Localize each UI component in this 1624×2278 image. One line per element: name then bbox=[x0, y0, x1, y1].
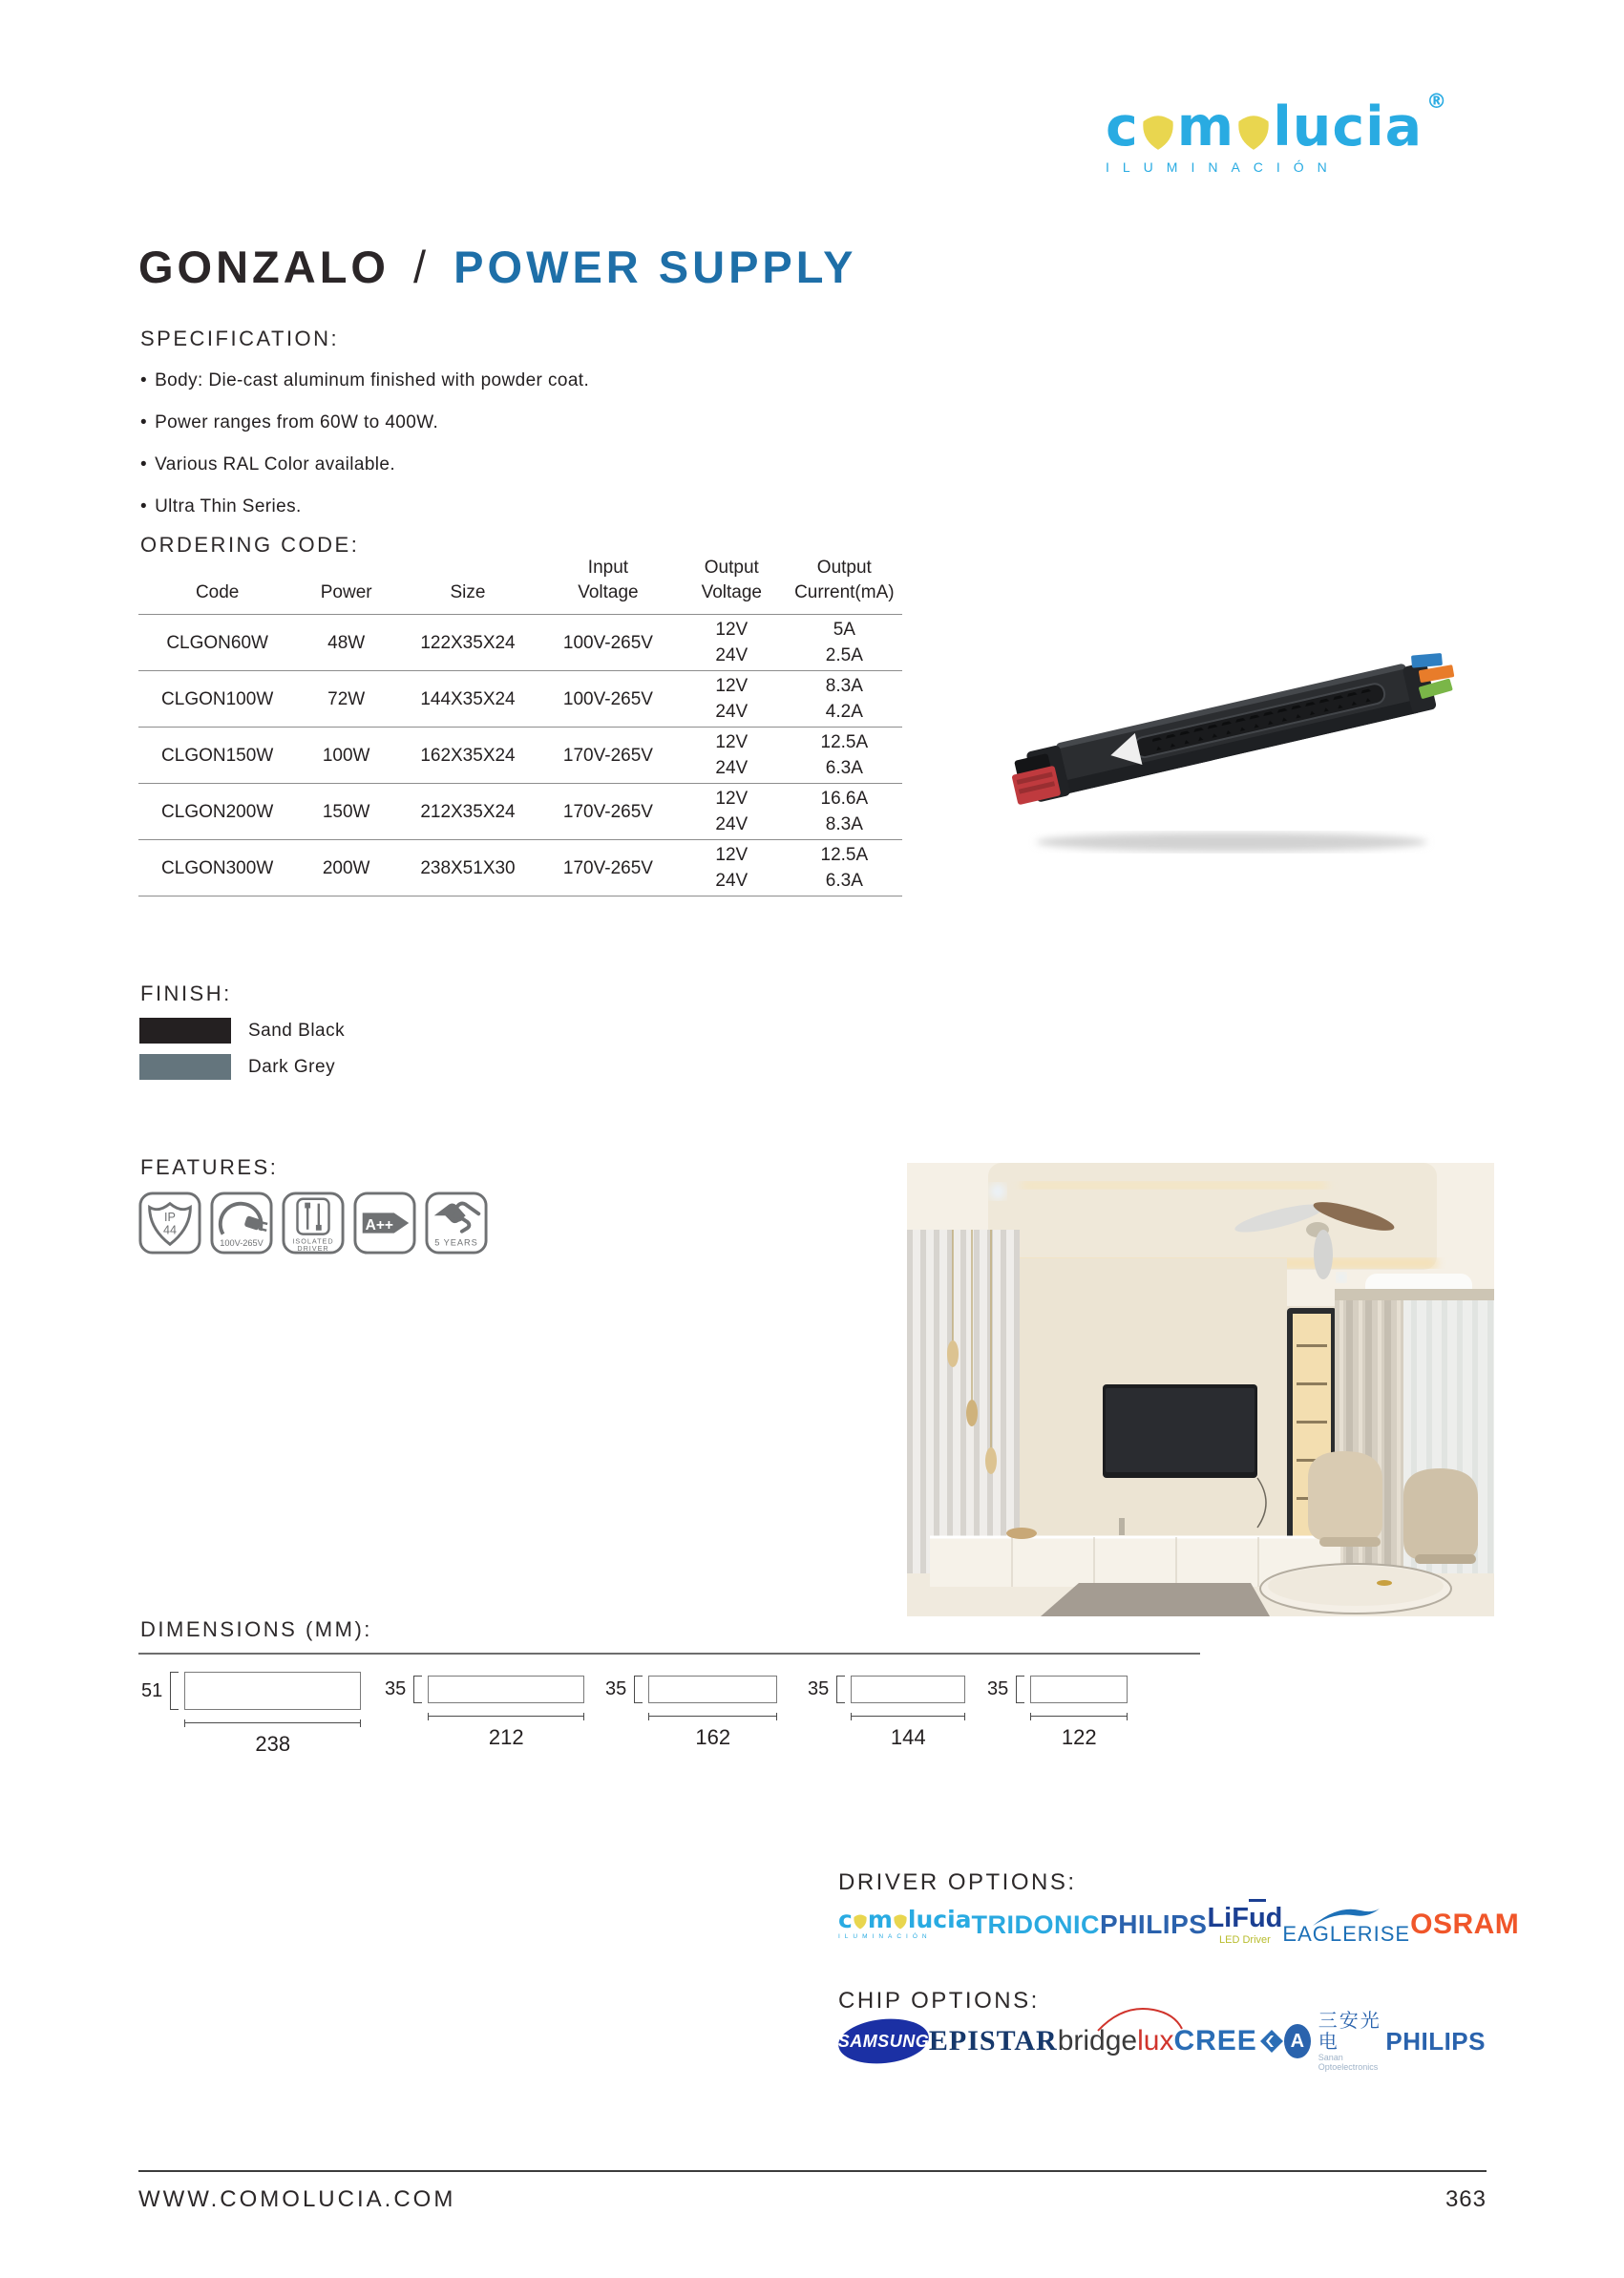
logo-o-shape-icon bbox=[893, 1913, 908, 1930]
features-heading: FEATURES: bbox=[140, 1155, 279, 1179]
epistar-logo: EPISTAR bbox=[928, 2025, 1058, 2057]
svg-text:IP: IP bbox=[164, 1211, 176, 1225]
comolucia-driver-logo: c m lucia ILUMINACIÓN bbox=[838, 1905, 972, 1941]
comolucia-logo bbox=[1106, 90, 1545, 176]
dimensions-heading: DIMENSIONS (MM): bbox=[140, 1617, 372, 1641]
driver-logos bbox=[838, 1898, 1520, 1951]
registered-mark: ® bbox=[1426, 90, 1447, 113]
table-row: CLGON60W 48W 122X35X24 100V-265V 12V 24V 5A 2.5A bbox=[138, 615, 902, 671]
features-icons bbox=[138, 1192, 488, 1255]
spec-item: • Body: Die-cast aluminum finished with powder coat. bbox=[140, 370, 590, 390]
spec-item: • Ultra Thin Series. bbox=[140, 496, 302, 517]
title-separator: / bbox=[413, 242, 431, 292]
philips-chip-logo: PHILIPS bbox=[1385, 2026, 1486, 2056]
dimension-diagram: 35 162 bbox=[605, 1676, 777, 1750]
logo-o-shape-icon bbox=[1140, 113, 1176, 153]
ordering-code-heading: ORDERING CODE: bbox=[140, 533, 360, 557]
ordering-table bbox=[138, 556, 902, 896]
osram-logo: OSRAM bbox=[1410, 1909, 1520, 1940]
finish-option: Dark Grey bbox=[139, 1054, 335, 1080]
coffee-table bbox=[1260, 1564, 1451, 1614]
svg-text:ISOLATED: ISOLATED bbox=[292, 1236, 334, 1246]
dimension-diagram: 35 122 bbox=[987, 1676, 1128, 1750]
table-row: CLGON200W 150W 212X35X24 170V-265V 12V 24V 16.6A 8.3A bbox=[138, 784, 902, 840]
logo-o-shape-icon bbox=[1235, 113, 1272, 153]
bridgelux-swoosh-icon bbox=[1094, 2004, 1186, 2033]
svg-text:44: 44 bbox=[162, 1223, 178, 1237]
cree-diamond-icon bbox=[1259, 2029, 1284, 2054]
logo-o-shape-icon bbox=[853, 1913, 868, 1930]
website-url: WWW.COMOLUCIA.COM bbox=[138, 2186, 456, 2212]
logo-letter: c bbox=[1106, 95, 1139, 158]
svg-text:100V-265V: 100V-265V bbox=[220, 1238, 264, 1249]
table-row: CLGON100W 72W 144X35X24 100V-265V 12V 24V 8.3A 4.2A bbox=[138, 671, 902, 728]
specification-heading: SPECIFICATION: bbox=[140, 327, 340, 350]
logo-letter: m bbox=[1176, 95, 1235, 158]
logo-letter: lucia bbox=[1273, 95, 1424, 158]
isolated-driver-icon bbox=[282, 1192, 345, 1255]
spec-item: • Power ranges from 60W to 400W. bbox=[140, 412, 439, 432]
cree-logo: CREE bbox=[1173, 2025, 1283, 2057]
chip-logos bbox=[837, 2011, 1486, 2072]
product-category: POWER SUPPLY bbox=[453, 242, 857, 292]
logo-subtitle: ILUMINACIÓN bbox=[1106, 159, 1340, 176]
tridonic-logo: TRIDONIC bbox=[971, 1909, 1101, 1939]
dimension-diagram: 51 238 bbox=[141, 1672, 361, 1757]
svg-text:DRIVER: DRIVER bbox=[297, 1244, 329, 1254]
energy-class-icon bbox=[353, 1192, 416, 1255]
page-number: 363 bbox=[1445, 2186, 1487, 2212]
specification-list bbox=[140, 370, 589, 538]
table-row: CLGON150W 100W 162X35X24 170V-265V 12V 24V 12.5A 6.3A bbox=[138, 728, 902, 784]
bridgelux-logo: bridgelux bbox=[1058, 2025, 1174, 2057]
philips-logo: PHILIPS bbox=[1100, 1909, 1208, 1939]
table-row: CLGON300W 200W 238X51X30 170V-265V 12V 24V 12.5A 6.3A bbox=[138, 840, 902, 896]
lifud-logo: LiFud LED Driver bbox=[1207, 1905, 1282, 1946]
dimension-diagram: 35 212 bbox=[385, 1676, 584, 1750]
eaglerise-logo: EAGLERISE bbox=[1282, 1903, 1410, 1947]
dimension-diagram: 35 144 bbox=[808, 1676, 965, 1750]
sanan-logo: A 三安光电 Sanan Optoelectronics bbox=[1284, 2011, 1386, 2072]
warranty-icon bbox=[425, 1192, 488, 1255]
svg-text:A++: A++ bbox=[365, 1216, 393, 1234]
product-name: GONZALO bbox=[138, 242, 390, 292]
dark-grey-swatch bbox=[139, 1054, 231, 1080]
room-photo bbox=[907, 1163, 1494, 1616]
voltage-range-icon bbox=[210, 1192, 273, 1255]
finish-heading: FINISH: bbox=[140, 981, 232, 1005]
samsung-logo: SAMSUNG bbox=[838, 2019, 929, 2063]
ip44-icon bbox=[138, 1192, 201, 1255]
driver-options-heading: DRIVER OPTIONS: bbox=[838, 1869, 1077, 1895]
spec-item: • Various RAL Color available. bbox=[140, 454, 396, 475]
page-title bbox=[138, 241, 857, 293]
sand-black-swatch bbox=[139, 1018, 231, 1044]
chip-options-heading: CHIP OPTIONS: bbox=[838, 1988, 1040, 2014]
footer-divider bbox=[138, 2170, 1487, 2172]
product-photo bbox=[993, 592, 1480, 883]
finish-option: Sand Black bbox=[139, 1018, 345, 1044]
divider bbox=[138, 1653, 1200, 1655]
table-header-row: Code Power Size Input Voltage Output Voltage Output Current(mA) bbox=[195, 558, 895, 602]
svg-text:5 YEARS: 5 YEARS bbox=[434, 1237, 478, 1248]
